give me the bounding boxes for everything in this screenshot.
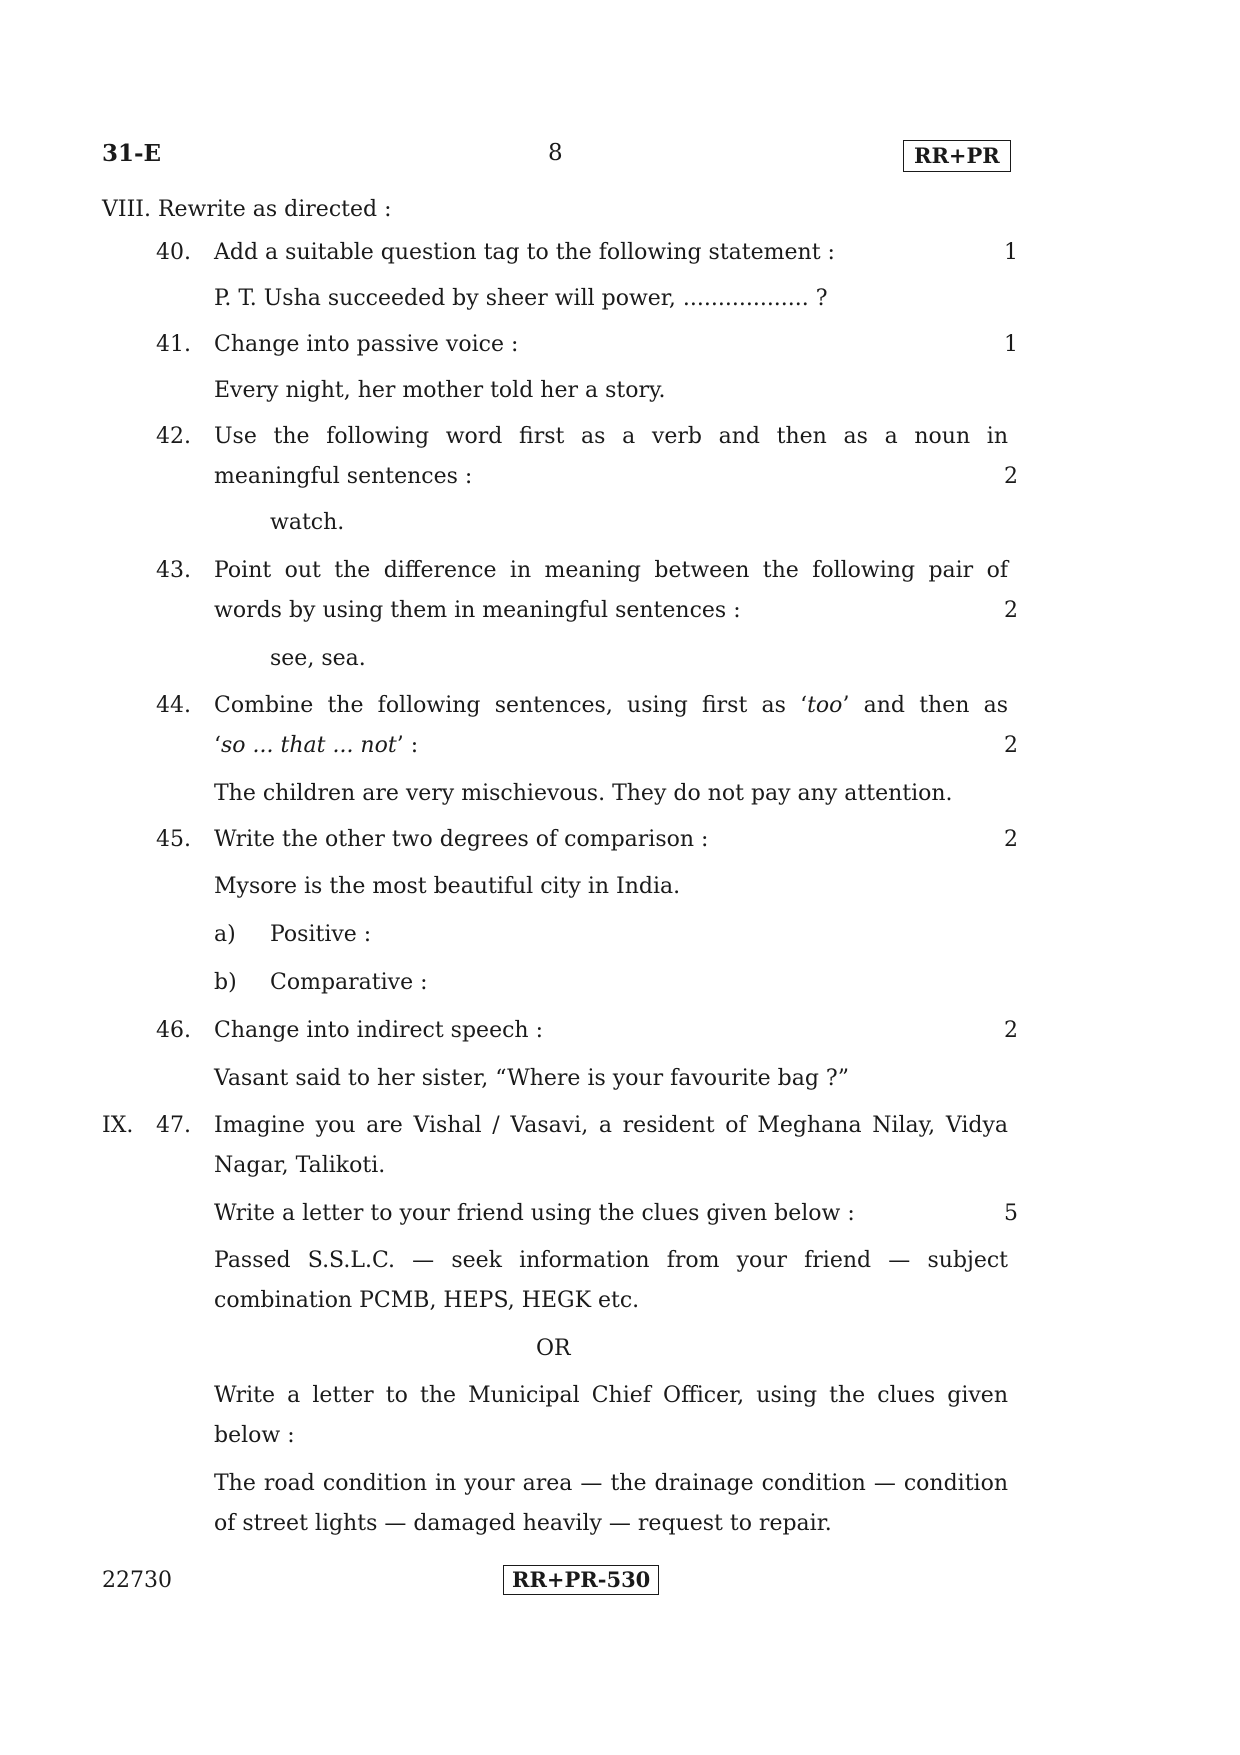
question-45-b-label: b) xyxy=(214,970,237,995)
question-45-b-text: Comparative : xyxy=(270,970,428,995)
question-40-marks: 1 xyxy=(1004,240,1018,265)
question-46-text: Change into indirect speech : xyxy=(214,1018,543,1043)
question-43-item: see, sea. xyxy=(270,646,366,671)
question-41-text: Change into passive voice : xyxy=(214,332,519,357)
question-44-too: too xyxy=(807,693,843,718)
question-number-44: 44. xyxy=(156,693,191,718)
question-43-line1: Point out the difference in meaning between the following pair of xyxy=(214,558,1008,583)
question-45-a-text: Positive : xyxy=(270,922,372,947)
question-44-line2-b: ’ : xyxy=(396,733,419,758)
question-46-item: Vasant said to her sister, “Where is your favourite bag ?” xyxy=(214,1066,849,1091)
question-41-item: Every night, her mother told her a story. xyxy=(214,378,666,403)
footer-box: RR+PR-530 xyxy=(503,1565,659,1595)
question-42-line2: meaningful sentences : xyxy=(214,464,473,489)
page-number: 8 xyxy=(548,140,563,166)
question-44-so-that-not: so ... that ... not xyxy=(221,733,397,758)
question-47-line2: Nagar, Talikoti. xyxy=(214,1153,386,1178)
question-47-clue2-line1: The road condition in your area — the drainage condition — condition xyxy=(214,1471,1008,1496)
question-42-item: watch. xyxy=(270,510,345,535)
question-45-a-label: a) xyxy=(214,922,236,947)
question-number-41: 41. xyxy=(156,332,191,357)
question-44-marks: 2 xyxy=(1004,733,1018,758)
question-45-item: Mysore is the most beautiful city in India. xyxy=(214,874,681,899)
question-44-line2 xyxy=(214,726,418,766)
question-46-marks: 2 xyxy=(1004,1018,1018,1043)
question-45-text: Write the other two degrees of comparison : xyxy=(214,827,709,852)
question-45-marks: 2 xyxy=(1004,827,1018,852)
question-42-marks: 2 xyxy=(1004,464,1018,489)
question-number-43: 43. xyxy=(156,558,191,583)
header-box: RR+PR xyxy=(903,140,1011,172)
question-47-instruction: Write a letter to your friend using the clues given below : xyxy=(214,1201,855,1226)
question-number-42: 42. xyxy=(156,424,191,449)
question-47-clue1-line1: Passed S.S.L.C. — seek information from your friend — subject xyxy=(214,1248,1008,1273)
question-47-line1: Imagine you are Vishal / Vasavi, a resident of Meghana Nilay, Vidya xyxy=(214,1113,1008,1138)
question-43-marks: 2 xyxy=(1004,598,1018,623)
question-44-line1-b: ’ and then as xyxy=(842,693,1008,718)
question-47-clue2-line2: of street lights — damaged heavily — request to repair. xyxy=(214,1511,832,1536)
question-number-47: 47. xyxy=(156,1113,191,1138)
question-41-marks: 1 xyxy=(1004,332,1018,357)
paper-code: 31-E xyxy=(102,140,162,167)
question-43-line2: words by using them in meaningful sentences : xyxy=(214,598,741,623)
question-number-40: 40. xyxy=(156,240,191,265)
question-number-46: 46. xyxy=(156,1018,191,1043)
section-label-ix: IX. xyxy=(102,1113,134,1138)
question-44-line1 xyxy=(214,686,1008,726)
question-44-line1-a: Combine the following sentences, using first as ‘ xyxy=(214,693,808,718)
question-47-alt-line1: Write a letter to the Municipal Chief Officer, using the clues given xyxy=(214,1383,1008,1408)
question-42-line1: Use the following word first as a verb and then as a noun in xyxy=(214,424,1008,449)
question-44-line2-a: ‘ xyxy=(214,733,221,758)
section-title-viii: VIII. Rewrite as directed : xyxy=(102,197,392,222)
question-47-marks: 5 xyxy=(1004,1201,1018,1226)
question-number-45: 45. xyxy=(156,827,191,852)
question-47-alt-line2: below : xyxy=(214,1423,295,1448)
footer-code: 22730 xyxy=(102,1568,172,1593)
question-40-item: P. T. Usha succeeded by sheer will power, .................. ? xyxy=(214,286,828,311)
question-47-clue1-line2: combination PCMB, HEPS, HEGK etc. xyxy=(214,1288,640,1313)
or-separator: OR xyxy=(536,1336,571,1361)
question-40-text: Add a suitable question tag to the following statement : xyxy=(214,240,835,265)
question-44-item: The children are very mischievous. They do not pay any attention. xyxy=(214,781,953,806)
